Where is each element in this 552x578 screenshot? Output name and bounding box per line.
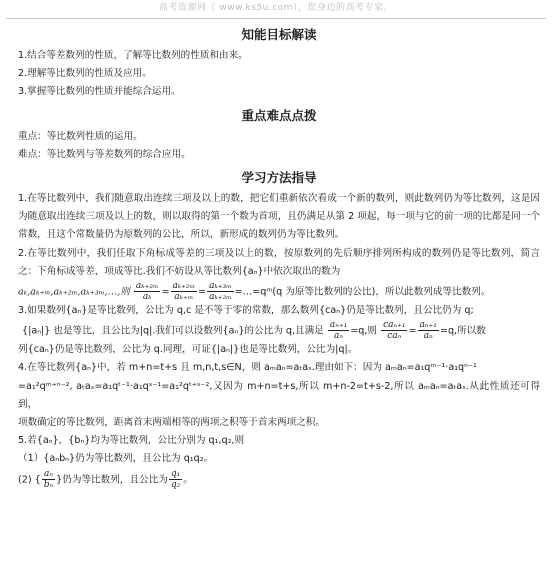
- document-body: [0, 19, 552, 490]
- method-paragraph-5: 5.若{aₙ}，{bₙ}均为等比数列，公比分别为 q₁,q₂,则: [18, 435, 245, 447]
- fraction-3: $\frac{\text{aₖ₊₃ₘ}}{\text{aₖ₊₂ₘ}}$: [209, 281, 232, 303]
- method-paragraph-3c: 列{caₙ}仍是等比数列，公比为 q.同理，可证{|aₙ|}也是等比数列，公比为|q|。: [18, 344, 358, 356]
- method-paragraph-2: 2.在等比数列中，我们任取下角标成等差的三项及以上的数，按原数列的先后顺序排列所构成的数列仍是等比数列，简言之：下角标成等差，项成等比.我们不妨设从等比数列{aₙ}中依次取出的数为: [18, 247, 540, 277]
- key-point-line: 重点：等比数列性质的运用。: [18, 130, 143, 142]
- method-paragraph-4b: =a₁²qᵐ⁺ⁿ⁻², aₜaₛ=a₁qᵗ⁻¹·a₁qˢ⁻¹=a₁²qᵗ⁺ˢ⁻²,又因为 m+n=t+s,所以 m+n-2=t+s-2,所以 aₘaₙ=aₜaₛ.从此性质还可得到，: [18, 380, 540, 410]
- method-paragraph-4a: 4.在等比数列{aₙ}中，若 m+n=t+s 且 m,n,t,s∈N，则 aₘaₙ=aₜaₛ.理由如下：因为 aₘaₙ=a₁qᵐ⁻¹·a₁qⁿ⁻¹: [18, 362, 477, 374]
- formula-tail: =…=qᵐ(q 为原等比数列的公比)，所以此数列成等比数列。: [234, 286, 491, 298]
- section-title-key-points: 重点难点点拨: [241, 107, 317, 123]
- method-paragraph-5-1: （1）{aₙbₙ}仍为等比数列，且公比为 q₁q₂。: [18, 453, 214, 465]
- page-header-watermark: 高考资源网（ www.ks5u.com），您身边的高考专家。: [6, 0, 546, 19]
- section-title-method: 学习方法指导: [241, 170, 317, 186]
- method-paragraph-4c: 项数确定的等比数列，距离首末两端相等的两项之积等于首末两项之积。: [18, 417, 325, 429]
- objective-line-1: 1.结合等差数列的性质，了解等比数列的性质和由来。: [18, 50, 248, 61]
- fraction-q1-q2: $\frac{\text{q₁}}{\text{q₂}}$: [170, 468, 181, 490]
- fraction-an-bn: $\frac{\text{aₙ}}{\text{bₙ}}$: [43, 468, 54, 490]
- section-title-objectives: 知能目标解读: [241, 27, 317, 42]
- sequence-expression: aₖ,aₖ₊ₘ,aₖ₊₂ₘ,aₖ₊₃ₘ,…,则: [18, 286, 130, 298]
- method-paragraph-5-2: (2) { $\frac{\text{aₙ}}{\text{bₙ}}$ }仍为等比数列，且公比为 $\frac{\text{q₁}}{\text{q₂}}$ 。: [18, 468, 193, 490]
- fraction-c-ratio: $\frac{\text{caₙ₊₁}}{\text{caₙ}}$: [383, 320, 406, 342]
- method-paragraph-1: 1.在等比数列中，我们随意取出连续三项及以上的数，把它们重新依次看成一个新的数列，则此数列仍为等比数列，这是因为随意取出连续三项及以上的数，则以取得的第一个数为首项，且仍满足从第 2 项起，每一项与它的前一项的比都是同一个常数，且这个常数量仍为原数列的公比，所以，新形成的数列仍为等比数列。: [18, 193, 540, 241]
- method-paragraph-3a: 3.如果数列{aₙ}是等比数列，公比为 q,c 是不等于零的常数，那么数列{caₙ}仍是等比数列，且公比仍为 q;: [18, 305, 474, 317]
- method-paragraph-3b: {|aₙ|} 也是等比，且公比为|q|.我们可以设数列{aₙ}的公比为 q,且满足 $\frac{\text{aₙ₊₁}}{\text{aₙ}}$ =q,则 $\frac{\text{caₙ₊₁}}{\text{caₙ}}$ = $\frac{\text{aₙ₊₁}}{\text{aₙ}}$ =q,所以数: [22, 320, 486, 342]
- objective-line-3: 3.掌握等比数列的性质并能综合运用。: [18, 86, 181, 98]
- fraction-2: $\frac{\text{aₖ₊₂ₘ}}{\text{aₖ₊ₘ}}$: [172, 281, 196, 303]
- fraction-ratio-2: $\frac{\text{aₙ₊₁}}{\text{aₙ}}$: [419, 320, 437, 342]
- difficulty-line: 难点：等比数列与等差数列的综合应用。: [18, 148, 191, 160]
- fraction-1: $\frac{\text{aₖ₊₂ₘ}}{\text{aₖ}}$: [135, 281, 159, 303]
- objective-line-2: 2.理解等比数列的性质及应用。: [18, 68, 152, 80]
- method-paragraph-2-formula: aₖ,aₖ₊ₘ,aₖ₊₂ₘ,aₖ₊₃ₘ,…,则 $\frac{\text{aₖ₊₂ₘ}}{\text{aₖ}}$ = $\frac{\text{aₖ₊₂ₘ}}{\text{aₖ₊ₘ}}$ = $\frac{\text{aₖ₊₃ₘ}}{\text{aₖ₊₂ₘ}}$ =…=qᵐ(q 为原等比数列的公比)，所以此数列成等比数列。: [18, 281, 491, 303]
- fraction-ratio: $\frac{\text{aₙ₊₁}}{\text{aₙ}}$: [329, 320, 348, 342]
